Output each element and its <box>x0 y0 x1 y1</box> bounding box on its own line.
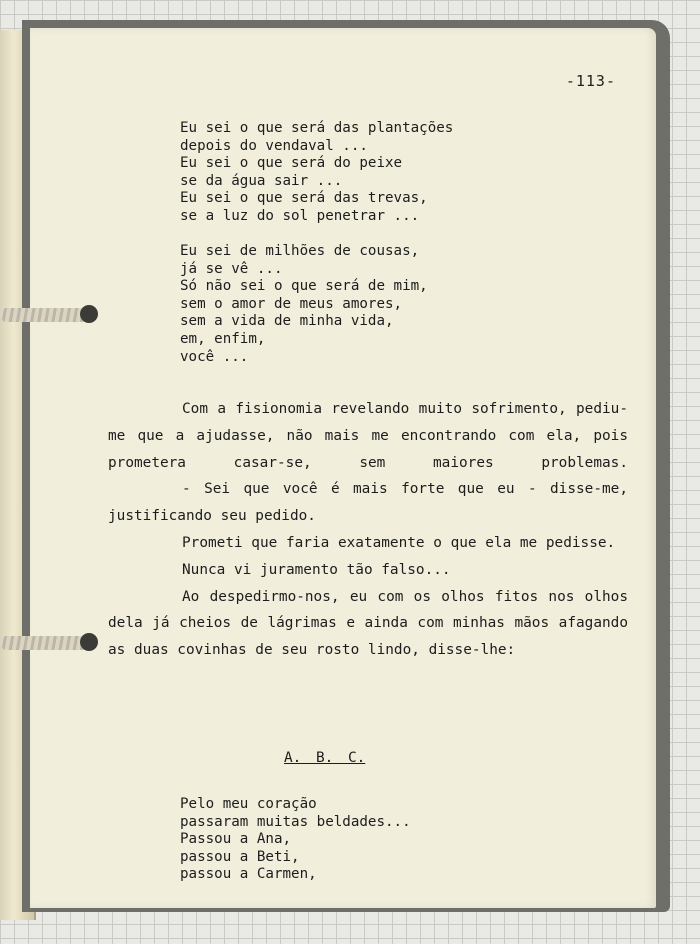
verse-line: passou a Beti, <box>180 848 300 865</box>
verse-line: você ... <box>180 348 249 365</box>
prose-paragraph: Com a fisionomia revelando muito sofrimento, pediu-me que a ajudasse, não mais me encontrando com ela, pois prometera casar-se, sem maiores problemas. <box>108 401 628 471</box>
verse-line: já se vê ... <box>180 260 283 277</box>
binding-string-top <box>0 308 92 322</box>
prose-paragraph: Nunca vi juramento tão falso... <box>182 561 451 578</box>
verse-line: sem o amor de meus amores, <box>180 295 403 312</box>
verse-line: Passou a Ana, <box>180 831 292 848</box>
verse-stanza-2 <box>180 243 428 366</box>
prose-paragraph: Prometi que faria exatamente o que ela me pedisse. <box>182 534 616 551</box>
verse-line: depois do vendaval ... <box>180 137 368 154</box>
binding-hole <box>80 305 98 323</box>
verse-line: Eu sei o que será das plantações <box>180 120 454 136</box>
verse-line: se da água sair ... <box>180 172 343 189</box>
verse-stanza-1 <box>180 120 453 226</box>
document-page <box>30 28 656 908</box>
section-heading: A. B. C. <box>284 750 366 766</box>
verse-stanza-3 <box>180 796 411 884</box>
verse-line: sem a vida de minha vida, <box>180 313 394 330</box>
verse-line: Pelo meu coração <box>180 796 317 812</box>
binding-hole <box>80 633 98 651</box>
binding-string-bottom <box>0 636 92 650</box>
verse-line: Eu sei o que será das trevas, <box>180 190 428 207</box>
verse-line: Eu sei o que será do peixe <box>180 155 403 172</box>
prose-body <box>108 396 628 664</box>
verse-line: passaram muitas beldades... <box>180 813 411 830</box>
prose-paragraph: - Sei que você é mais forte que eu - disse-me, justificando seu pedido. <box>108 481 628 525</box>
verse-line: se a luz do sol penetrar ... <box>180 207 420 224</box>
verse-line: Só não sei o que será de mim, <box>180 278 428 295</box>
verse-line: Eu sei de milhões de cousas, <box>180 243 420 259</box>
prose-paragraph: Ao despedirmo-nos, eu com os olhos fitos nos olhos dela já cheios de lágrimas e ainda com minhas mãos afagando as duas covinhas de seu rosto lindo, disse-lhe: <box>108 588 628 659</box>
verse-line: passou a Carmen, <box>180 866 317 883</box>
page-number: -113- <box>565 72 616 90</box>
verse-line: em, enfim, <box>180 330 266 347</box>
